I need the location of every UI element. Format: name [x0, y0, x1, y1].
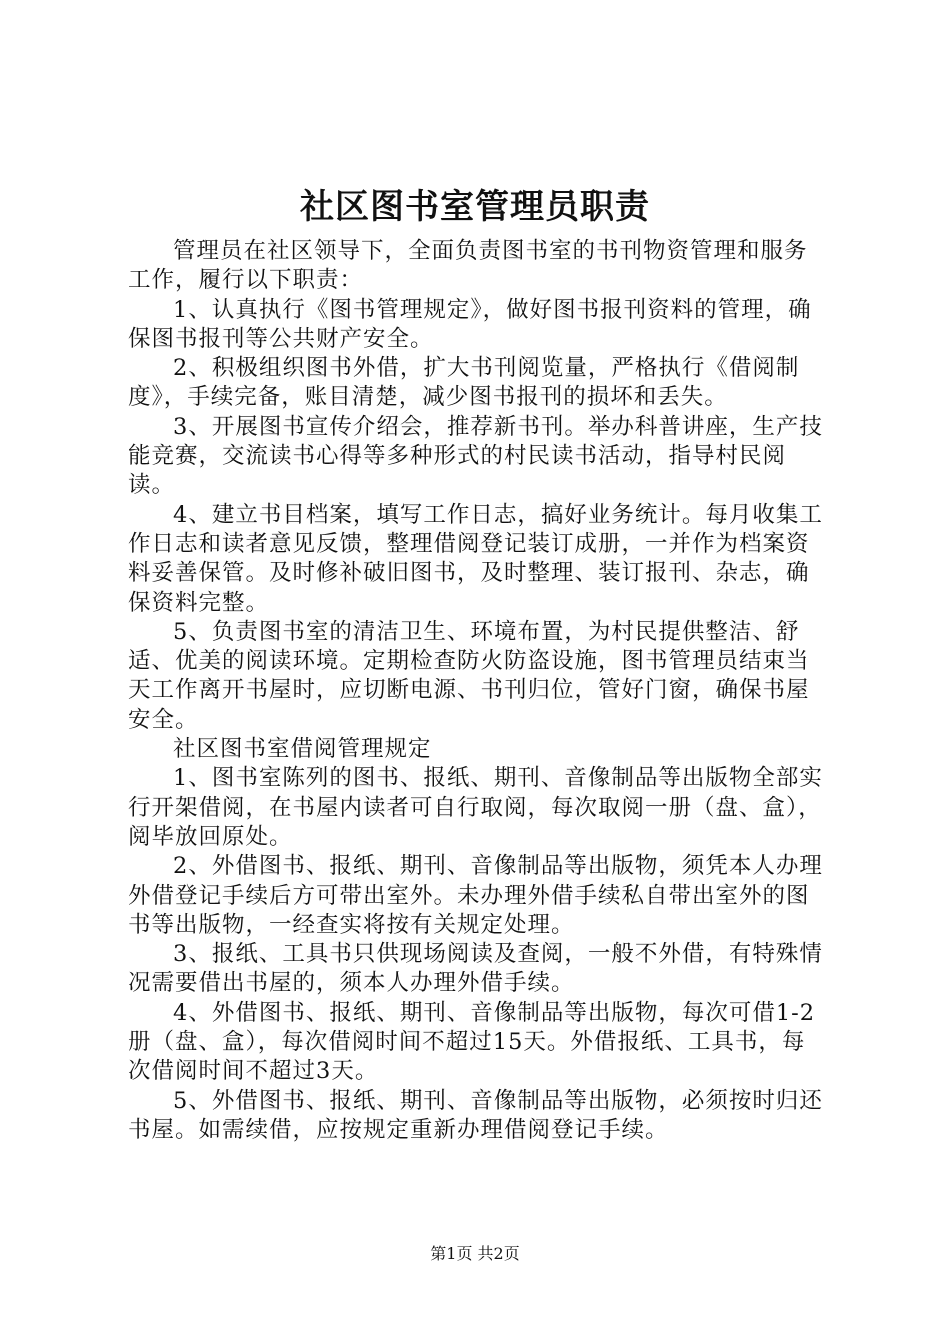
rule-item-1: 1、图书室陈列的图书、报纸、期刊、音像制品等出版物全部实行开架借阅，在书屋内读者可自行取阅，每次取阅一册（盘、盒），阅毕放回原处。: [128, 765, 823, 850]
intro-paragraph: 管理员在社区领导下，全面负责图书室的书刊物资管理和服务工作，履行以下职责：: [128, 238, 808, 294]
rule-item-3: 3、报纸、工具书只供现场阅读及查阅，一般不外借，有特殊情况需要借出书屋的，须本人办理外借手续。: [128, 941, 823, 997]
duty-item-1: 1、认真执行《图书管理规定》，做好图书报刊资料的管理，确保图书报刊等公共财产安全。: [128, 296, 812, 352]
duty-item-2: 2、积极组织图书外借，扩大书刊阅览量，严格执行《借阅制度》，手续完备，账目清楚，减少图书报刊的损坏和丢失。: [128, 355, 800, 411]
duty-item-4: 4、建立书目档案，填写工作日志，搞好业务统计。每月收集工作日志和读者意见反馈，整理借阅登记装订成册，一并作为档案资料妥善保管。及时修补破旧图书，及时整理、装订报刊、杂志，确保资料完整。: [128, 501, 823, 616]
document-title: 社区图书室管理员职责: [300, 187, 650, 227]
document-body: [128, 237, 828, 1145]
rule-item-4: 4、外借图书、报纸、期刊、音像制品等出版物，每次可借1-2册（盘、盒），每次借阅时间不超过15天。外借报纸、工具书，每次借阅时间不超过3天。: [128, 999, 816, 1085]
page-footer: 第1页 共2页: [430, 1244, 520, 1263]
rule-item-2: 2、外借图书、报纸、期刊、音像制品等出版物，须凭本人办理外借登记手续后方可带出室外。未办理外借手续私自带出室外的图书等出版物，一经查实将按有关规定处理。: [128, 853, 823, 938]
section-heading: 社区图书室借阅管理规定: [173, 736, 432, 763]
rule-item-5: 5、外借图书、报纸、期刊、音像制品等出版物，必须按时归还书屋。如需续借，应按规定重新办理借阅登记手续。: [128, 1087, 823, 1143]
duty-item-5: 5、负责图书室的清洁卫生、环境布置，为村民提供整洁、舒适、优美的阅读环境。定期检查防火防盗设施，图书管理员结束当天工作离开书屋时，应切断电源、书刊归位，管好门窗，确保书屋安全。: [128, 618, 810, 733]
duty-item-3: 3、开展图书宣传介绍会，推荐新书刊。举办科普讲座，生产技能竞赛，交流读书心得等多种形式的村民读书活动，指导村民阅读。: [128, 413, 823, 499]
